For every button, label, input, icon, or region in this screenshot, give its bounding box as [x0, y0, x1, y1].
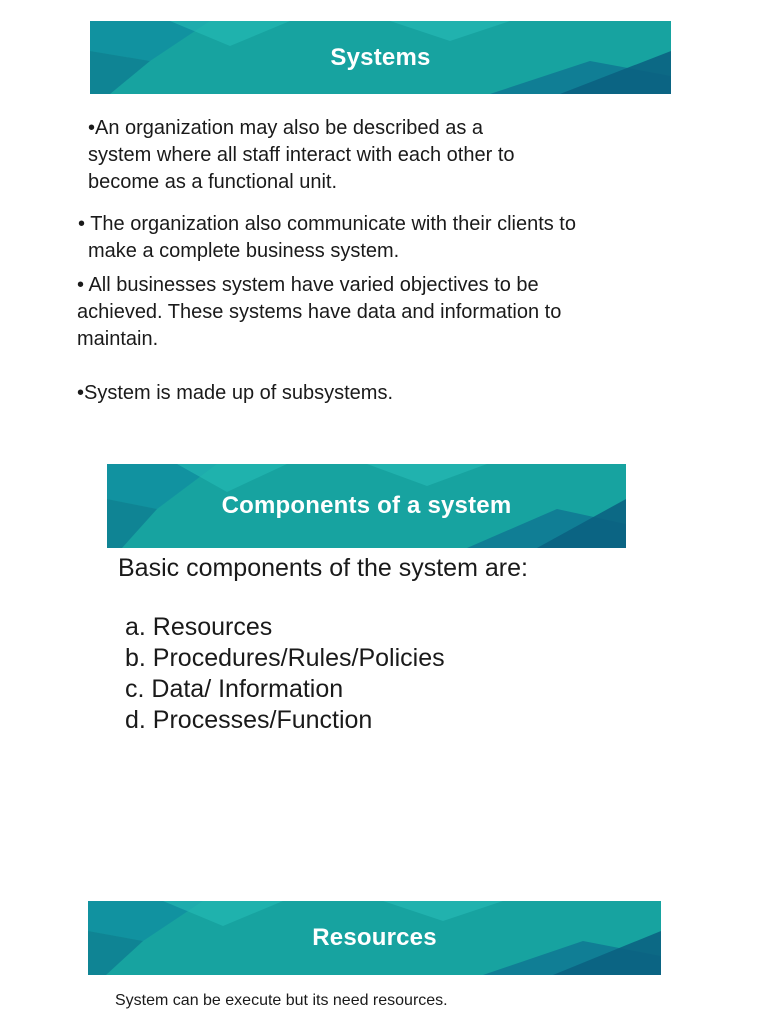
components-list — [125, 612, 445, 736]
text-line: achieved. These systems have data and information to — [77, 301, 562, 323]
list-item: a. Resources — [125, 613, 273, 641]
components-intro: Basic components of the system are: — [118, 554, 528, 582]
systems-header-banner — [90, 21, 671, 94]
components-title: Components of a system — [221, 492, 512, 519]
components-header-banner — [107, 464, 626, 548]
systems-title: Systems — [330, 43, 431, 71]
text-line: •An organization may also be described as a — [88, 117, 484, 139]
text-line: make a complete business system. — [88, 240, 400, 262]
paragraph-subsystems — [77, 380, 677, 407]
list-item: b. Procedures/Rules/Policies — [125, 644, 445, 672]
text-line: • The organization also communicate with their clients to — [78, 213, 576, 235]
resources-description: System can be execute but its need resources. — [115, 992, 448, 1009]
text-line: become as a functional unit. — [88, 171, 338, 193]
list-item: d. Processes/Function — [125, 706, 373, 734]
text-line: • All businesses system have varied objectives to be — [77, 274, 539, 296]
paragraph-clients-communication — [78, 211, 678, 265]
text-line: maintain. — [77, 328, 159, 350]
resources-title: Resources — [312, 924, 437, 951]
paragraph-organization-system — [88, 115, 648, 196]
paragraph-business-objectives — [77, 272, 677, 353]
list-item: c. Data/ Information — [125, 675, 344, 703]
resources-header-banner — [88, 901, 661, 975]
text-line: •System is made up of subsystems. — [77, 382, 394, 404]
text-line: system where all staff interact with each other to — [88, 144, 515, 166]
